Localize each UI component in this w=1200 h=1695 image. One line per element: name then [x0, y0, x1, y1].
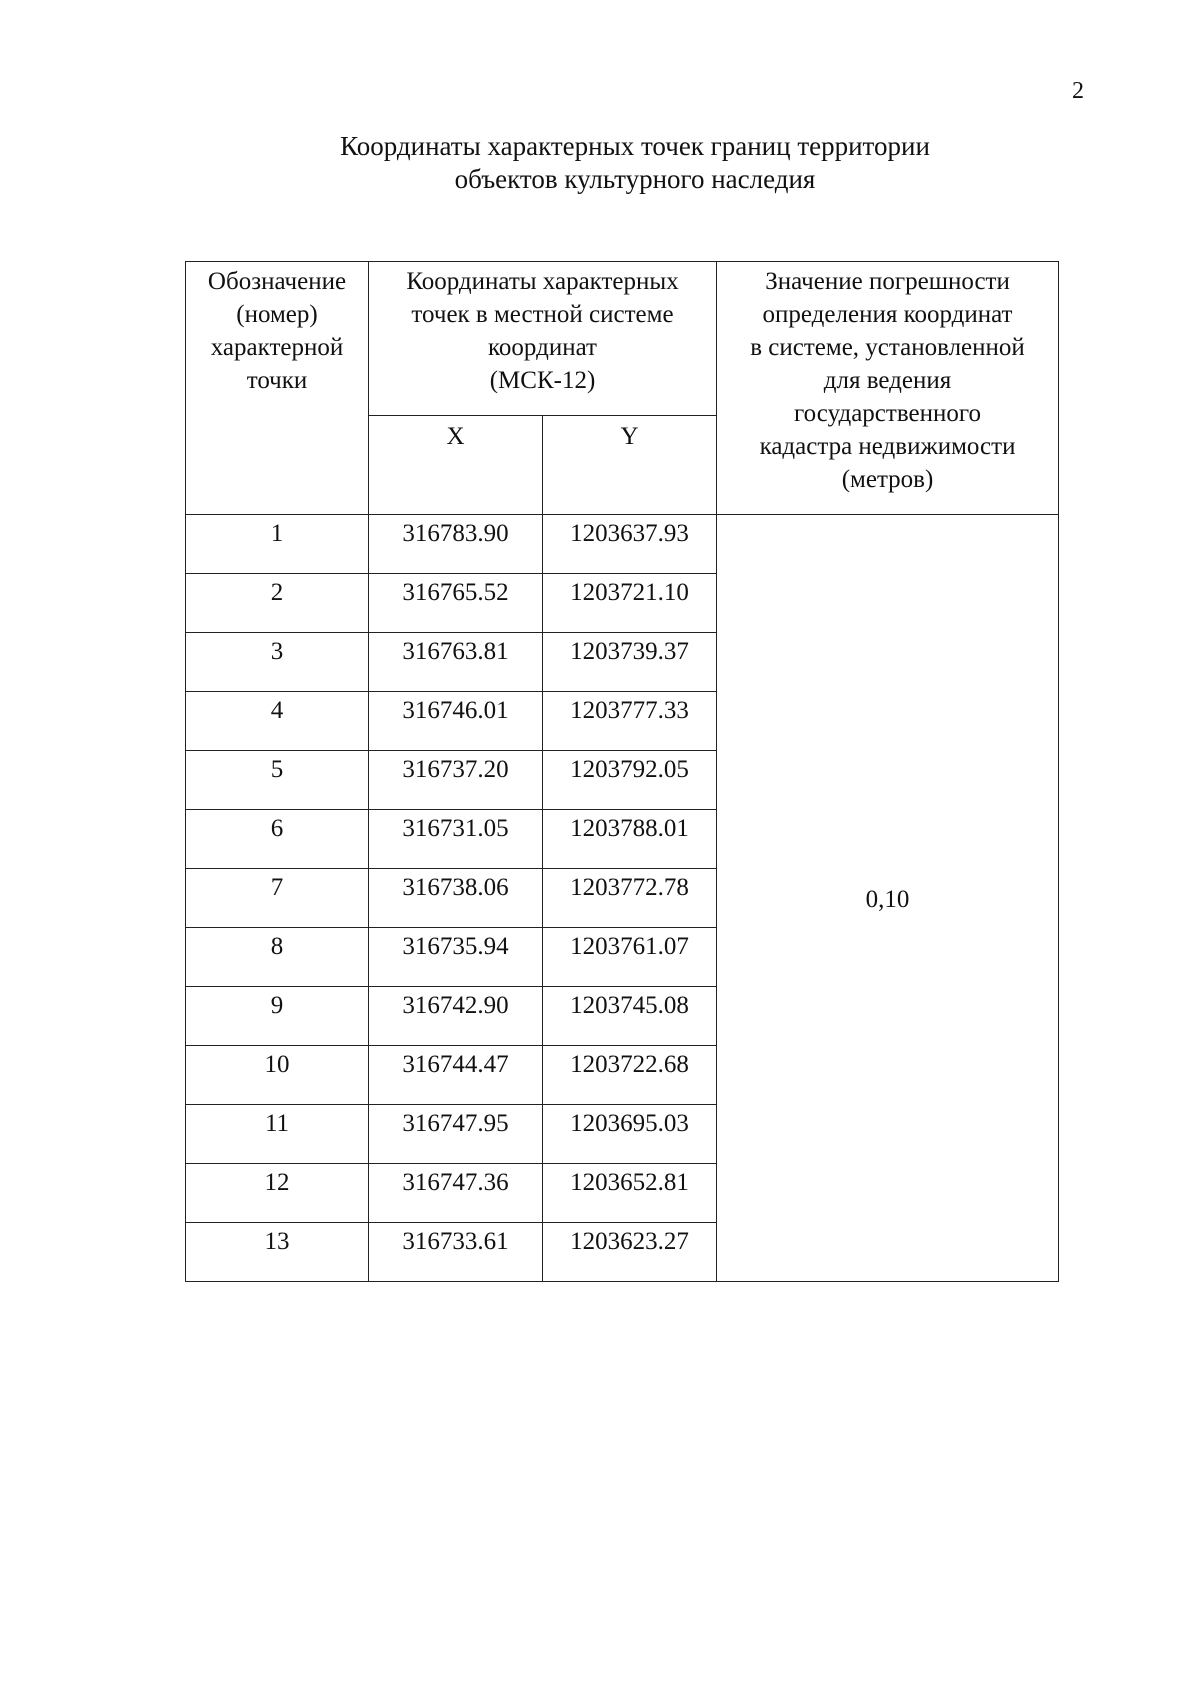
- header-point-number: [186, 262, 369, 515]
- point-number-cell: 4: [186, 692, 369, 751]
- y-coordinate-cell: 1203721.10: [543, 574, 717, 633]
- x-coordinate-cell: 316783.90: [369, 515, 543, 574]
- y-coordinate-cell: 1203792.05: [543, 751, 717, 810]
- table-header-row: [186, 262, 1059, 416]
- header-coords-line: (МСК-12): [489, 367, 596, 394]
- x-coordinate-cell: 316765.52: [369, 574, 543, 633]
- header-point-line: (номер): [236, 301, 318, 328]
- document-title: [0, 130, 1200, 196]
- header-accuracy: [717, 262, 1059, 515]
- title-line-1: Координаты характерных точек границ территории: [340, 131, 930, 161]
- x-coordinate-cell: 316744.47: [369, 1046, 543, 1105]
- point-number-cell: 10: [186, 1046, 369, 1105]
- point-number-cell: 5: [186, 751, 369, 810]
- x-coordinate-cell: 316747.95: [369, 1105, 543, 1164]
- header-point-line: характерной: [210, 334, 344, 361]
- header-coords-line: координат: [488, 334, 597, 361]
- point-number-cell: 13: [186, 1223, 369, 1282]
- x-coordinate-cell: 316742.90: [369, 987, 543, 1046]
- point-number-cell: 11: [186, 1105, 369, 1164]
- title-line-2: объектов культурного наследия: [454, 164, 816, 194]
- y-coordinate-cell: 1203695.03: [543, 1105, 717, 1164]
- point-number-cell: 3: [186, 633, 369, 692]
- point-number-cell: 8: [186, 928, 369, 987]
- header-point-line: точки: [246, 367, 308, 394]
- header-accuracy-line: для ведения: [823, 367, 952, 394]
- y-coordinate-cell: 1203739.37: [543, 633, 717, 692]
- x-coordinate-cell: 316737.20: [369, 751, 543, 810]
- y-coordinate-cell: 1203772.78: [543, 869, 717, 928]
- header-accuracy-line: государственного: [794, 400, 981, 427]
- accuracy-value-cell: 0,10: [717, 515, 1059, 1282]
- header-point-line: Обозначение: [207, 268, 347, 295]
- x-coordinate-cell: 316738.06: [369, 869, 543, 928]
- point-number-cell: 12: [186, 1164, 369, 1223]
- x-coordinate-cell: 316747.36: [369, 1164, 543, 1223]
- x-coordinate-cell: 316746.01: [369, 692, 543, 751]
- header-coordinates: [369, 262, 717, 416]
- coordinates-table: [185, 261, 1059, 1282]
- header-accuracy-line: определения координат: [762, 301, 1013, 328]
- y-coordinate-cell: 1203788.01: [543, 810, 717, 869]
- point-number-cell: 2: [186, 574, 369, 633]
- table-row: [186, 515, 1059, 574]
- point-number-cell: 7: [186, 869, 369, 928]
- header-accuracy-line: Значение погрешности: [765, 268, 1010, 295]
- x-coordinate-cell: 316731.05: [369, 810, 543, 869]
- x-coordinate-cell: 316733.61: [369, 1223, 543, 1282]
- y-coordinate-cell: 1203722.68: [543, 1046, 717, 1105]
- x-coordinate-cell: 316763.81: [369, 633, 543, 692]
- point-number-cell: 1: [186, 515, 369, 574]
- point-number-cell: 6: [186, 810, 369, 869]
- header-y: Y: [543, 416, 717, 515]
- y-coordinate-cell: 1203623.27: [543, 1223, 717, 1282]
- y-coordinate-cell: 1203761.07: [543, 928, 717, 987]
- x-coordinate-cell: 316735.94: [369, 928, 543, 987]
- header-coords-line: точек в местной системе: [411, 301, 674, 328]
- y-coordinate-cell: 1203637.93: [543, 515, 717, 574]
- header-accuracy-line: (метров): [841, 466, 934, 493]
- header-coords-line: Координаты характерных: [406, 268, 679, 295]
- y-coordinate-cell: 1203652.81: [543, 1164, 717, 1223]
- page-number: 2: [1072, 78, 1084, 104]
- header-x: X: [369, 416, 543, 515]
- y-coordinate-cell: 1203745.08: [543, 987, 717, 1046]
- header-accuracy-line: кадастра недвижимости: [759, 433, 1016, 460]
- point-number-cell: 9: [186, 987, 369, 1046]
- header-accuracy-line: в системе, установленной: [750, 334, 1025, 361]
- y-coordinate-cell: 1203777.33: [543, 692, 717, 751]
